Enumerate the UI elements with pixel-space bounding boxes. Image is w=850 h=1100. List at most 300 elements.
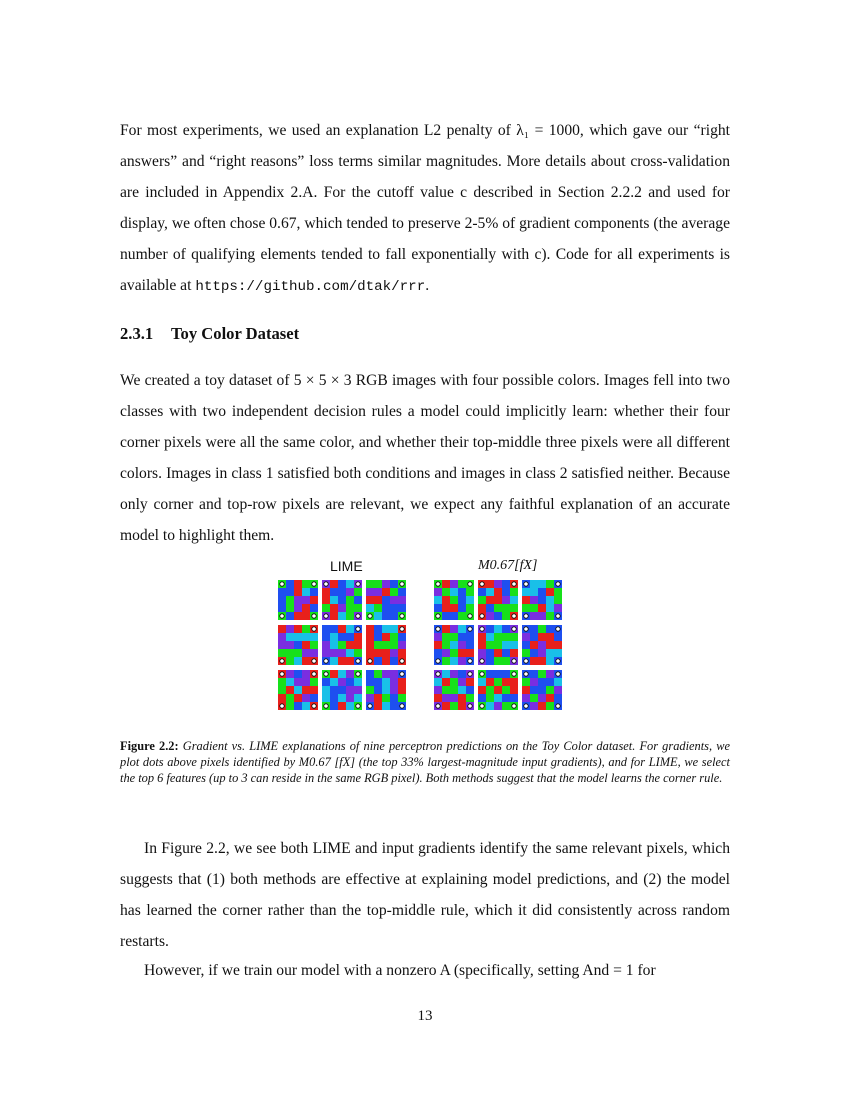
- pixel: [346, 596, 354, 604]
- pixel: [294, 702, 302, 710]
- pixel: [374, 702, 382, 710]
- toy-image: [278, 670, 318, 710]
- toy-image: [366, 625, 406, 665]
- pixel: [286, 670, 294, 678]
- pixel: [554, 604, 562, 612]
- pixel: [382, 588, 390, 596]
- pixel: [374, 625, 382, 633]
- pixel: [382, 580, 390, 588]
- pixel: [502, 670, 510, 678]
- pixel: [346, 580, 354, 588]
- pixel: [434, 633, 442, 641]
- pixel: [354, 596, 362, 604]
- relevance-dot: [324, 614, 328, 618]
- toy-image: [366, 580, 406, 620]
- pixel: [522, 641, 530, 649]
- pixel: [294, 657, 302, 665]
- toy-image: [278, 625, 318, 665]
- pixel: [398, 633, 406, 641]
- section-title: Toy Color Dataset: [171, 324, 300, 343]
- code-url[interactable]: https://github.com/dtak/rrr: [195, 279, 426, 295]
- pixel: [354, 641, 362, 649]
- pixel: [338, 580, 346, 588]
- relevance-dot: [436, 659, 440, 663]
- pixel: [458, 612, 466, 620]
- pixel: [366, 580, 374, 588]
- pixel: [278, 694, 286, 702]
- pixel: [502, 633, 510, 641]
- pixel: [434, 588, 442, 596]
- pixel: [330, 641, 338, 649]
- relevance-dot: [468, 672, 472, 676]
- pixel: [546, 612, 554, 620]
- pixel: [330, 633, 338, 641]
- pixel: [294, 670, 302, 678]
- pixel: [530, 649, 538, 657]
- pixel: [390, 678, 398, 686]
- pixel: [382, 702, 390, 710]
- relevance-dot: [280, 659, 284, 663]
- relevance-dot: [280, 704, 284, 708]
- pixel: [278, 625, 286, 633]
- relevance-dot: [400, 614, 404, 618]
- relevance-dot: [324, 582, 328, 586]
- pixel: [502, 580, 510, 588]
- relevance-dot: [524, 704, 528, 708]
- pixel: [354, 694, 362, 702]
- pixel: [546, 596, 554, 604]
- pixel: [546, 633, 554, 641]
- relevance-dot: [368, 659, 372, 663]
- gradient-panel-title: M0.67[fX]: [478, 558, 538, 573]
- pixel: [458, 604, 466, 612]
- pixel: [538, 694, 546, 702]
- pixel: [466, 596, 474, 604]
- pixel: [346, 649, 354, 657]
- pixel: [450, 649, 458, 657]
- pixel: [374, 657, 382, 665]
- paragraph-4: However, if we train our model with a nonzero A (specifically, setting And = 1 for: [144, 962, 656, 979]
- pixel: [346, 670, 354, 678]
- pixel: [338, 641, 346, 649]
- pixel: [546, 588, 554, 596]
- pixel: [382, 649, 390, 657]
- pixel: [486, 625, 494, 633]
- pixel: [486, 580, 494, 588]
- toy-image: [478, 670, 518, 710]
- pixel: [434, 604, 442, 612]
- pixel: [330, 625, 338, 633]
- relevance-dot: [368, 614, 372, 618]
- relevance-dot: [524, 627, 528, 631]
- pixel: [478, 694, 486, 702]
- pixel: [366, 694, 374, 702]
- pixel: [322, 633, 330, 641]
- pixel: [442, 588, 450, 596]
- pixel: [390, 694, 398, 702]
- pixel: [302, 641, 310, 649]
- pixel: [374, 604, 382, 612]
- pixel: [442, 625, 450, 633]
- pixel: [278, 633, 286, 641]
- pixel: [494, 641, 502, 649]
- pixel: [286, 657, 294, 665]
- relevance-dot: [436, 627, 440, 631]
- pixel: [366, 596, 374, 604]
- pixel: [374, 686, 382, 694]
- pixel: [366, 670, 374, 678]
- pixel: [434, 596, 442, 604]
- pixel: [346, 694, 354, 702]
- paragraph-2: We created a toy dataset of 5 × 5 × 3 RGB images with four possible colors. Images fell into two classes with two independent decision rules a model could implicitly learn: whether their four corner pixels were all the same color, and whether their top-middle three pixels were all different colors. Images in class 1 satisfied both conditions and images in class 2 satisfied neither. Because only corner and top-row pixels are relevant, we expect any faithful explanation of an accurate model to highlight them.: [120, 372, 730, 544]
- pixel: [322, 596, 330, 604]
- pixel: [294, 641, 302, 649]
- pixel: [278, 604, 286, 612]
- pixel: [554, 649, 562, 657]
- relevance-dot: [468, 614, 472, 618]
- pixel: [450, 686, 458, 694]
- pixel: [522, 604, 530, 612]
- pixel: [390, 686, 398, 694]
- pixel: [458, 702, 466, 710]
- pixel: [442, 604, 450, 612]
- pixel: [458, 625, 466, 633]
- pixel: [546, 686, 554, 694]
- relevance-dot: [400, 704, 404, 708]
- pixel: [494, 670, 502, 678]
- pixel: [398, 678, 406, 686]
- paragraph-1: [120, 115, 730, 303]
- toy-image: [322, 625, 362, 665]
- pixel: [382, 670, 390, 678]
- toy-image: [478, 580, 518, 620]
- relevance-dot: [512, 659, 516, 663]
- pixel: [494, 649, 502, 657]
- pixel: [530, 625, 538, 633]
- section-number: 2.3.1: [120, 324, 154, 343]
- relevance-dot: [480, 627, 484, 631]
- pixel: [354, 649, 362, 657]
- pixel: [530, 588, 538, 596]
- pixel: [278, 641, 286, 649]
- pixel: [302, 596, 310, 604]
- toy-image: [522, 580, 562, 620]
- pixel: [486, 702, 494, 710]
- pixel: [510, 686, 518, 694]
- pixel: [494, 657, 502, 665]
- relevance-dot: [312, 672, 316, 676]
- pixel: [286, 686, 294, 694]
- pixel: [522, 596, 530, 604]
- pixel: [286, 596, 294, 604]
- pixel: [294, 580, 302, 588]
- pixel: [494, 580, 502, 588]
- relevance-dot: [480, 659, 484, 663]
- relevance-dot: [280, 582, 284, 586]
- pixel: [346, 612, 354, 620]
- pixel: [322, 641, 330, 649]
- pixel: [338, 694, 346, 702]
- relevance-dot: [480, 672, 484, 676]
- pixel: [502, 641, 510, 649]
- pixel: [458, 588, 466, 596]
- pixel: [286, 604, 294, 612]
- pixel: [398, 604, 406, 612]
- pixel: [510, 604, 518, 612]
- caption-text: Gradient vs. LIME explanations of nine perceptron predictions on the Toy Color dataset. For gradients, we plot dots above pixels identified by M0.67 [fX] (the top 33% largest-magnitude input gradients), and for LIME, we select the top 6 features (up to 3 can reside in the same RGB pixel). Both methods suggest that the model learns the corner rule.: [120, 739, 730, 785]
- pixel: [554, 678, 562, 686]
- pixel: [494, 702, 502, 710]
- pixel: [338, 625, 346, 633]
- pixel: [450, 588, 458, 596]
- pixel: [530, 694, 538, 702]
- pixel: [546, 694, 554, 702]
- pixel: [538, 670, 546, 678]
- toy-image: [522, 670, 562, 710]
- relevance-dot: [324, 704, 328, 708]
- pixel: [530, 633, 538, 641]
- pixel: [294, 625, 302, 633]
- pixel: [366, 641, 374, 649]
- pixel: [374, 596, 382, 604]
- relevance-dot: [468, 627, 472, 631]
- pixel: [338, 612, 346, 620]
- pixel: [450, 702, 458, 710]
- pixel: [390, 702, 398, 710]
- pixel: [502, 588, 510, 596]
- pixel: [366, 625, 374, 633]
- pixel: [494, 633, 502, 641]
- pixel: [458, 633, 466, 641]
- pixel: [382, 612, 390, 620]
- pixel: [286, 702, 294, 710]
- pixel: [554, 588, 562, 596]
- toy-image: [434, 580, 474, 620]
- paragraph-1-end: .: [425, 277, 430, 294]
- pixel: [374, 649, 382, 657]
- relevance-dot: [512, 672, 516, 676]
- pixel: [390, 625, 398, 633]
- pixel: [450, 625, 458, 633]
- pixel: [522, 686, 530, 694]
- pixel: [346, 588, 354, 596]
- pixel: [486, 588, 494, 596]
- pixel: [466, 686, 474, 694]
- pixel: [450, 633, 458, 641]
- pixel: [322, 686, 330, 694]
- pixel: [286, 633, 294, 641]
- toy-image: [322, 670, 362, 710]
- pixel: [366, 588, 374, 596]
- pixel: [366, 633, 374, 641]
- pixel: [374, 670, 382, 678]
- pixel: [522, 633, 530, 641]
- pixel: [494, 678, 502, 686]
- pixel: [494, 588, 502, 596]
- pixel: [366, 649, 374, 657]
- pixel: [330, 580, 338, 588]
- pixel: [338, 596, 346, 604]
- pixel: [354, 588, 362, 596]
- section-heading: [120, 324, 299, 344]
- pixel: [398, 641, 406, 649]
- pixel: [486, 678, 494, 686]
- pixel: [346, 657, 354, 665]
- pixel: [442, 641, 450, 649]
- pixel: [530, 604, 538, 612]
- pixel: [310, 604, 318, 612]
- pixel: [286, 625, 294, 633]
- pixel: [310, 686, 318, 694]
- pixel: [458, 694, 466, 702]
- pixel: [302, 588, 310, 596]
- pixel: [294, 633, 302, 641]
- pixel: [302, 580, 310, 588]
- pixel: [538, 580, 546, 588]
- pixel: [478, 633, 486, 641]
- pixel: [310, 633, 318, 641]
- pixel: [330, 596, 338, 604]
- pixel: [502, 657, 510, 665]
- pixel: [466, 588, 474, 596]
- pixel: [346, 686, 354, 694]
- pixel: [458, 641, 466, 649]
- relevance-dot: [280, 614, 284, 618]
- toy-image: [478, 625, 518, 665]
- pixel: [382, 657, 390, 665]
- pixel: [530, 702, 538, 710]
- pixel: [478, 649, 486, 657]
- relevance-dot: [556, 659, 560, 663]
- pixel: [530, 580, 538, 588]
- pixel: [286, 580, 294, 588]
- pixel: [390, 612, 398, 620]
- pixel: [546, 649, 554, 657]
- pixel: [346, 678, 354, 686]
- pixel: [538, 702, 546, 710]
- pixel: [338, 678, 346, 686]
- pixel: [538, 678, 546, 686]
- pixel: [286, 588, 294, 596]
- pixel: [538, 588, 546, 596]
- pixel: [382, 678, 390, 686]
- relevance-dot: [556, 672, 560, 676]
- pixel: [442, 686, 450, 694]
- pixel: [434, 641, 442, 649]
- pixel: [286, 678, 294, 686]
- pixel: [442, 657, 450, 665]
- pixel: [554, 641, 562, 649]
- pixel: [538, 649, 546, 657]
- pixel: [510, 596, 518, 604]
- relevance-dot: [324, 659, 328, 663]
- pixel: [374, 588, 382, 596]
- pixel: [486, 612, 494, 620]
- pixel: [286, 641, 294, 649]
- pixel: [442, 612, 450, 620]
- pixel: [330, 649, 338, 657]
- pixel: [434, 694, 442, 702]
- pixel: [442, 596, 450, 604]
- pixel: [382, 686, 390, 694]
- pixel: [442, 702, 450, 710]
- pixel: [366, 686, 374, 694]
- pixel: [302, 670, 310, 678]
- pixel: [502, 694, 510, 702]
- pixel: [398, 694, 406, 702]
- relevance-dot: [468, 582, 472, 586]
- pixel: [554, 694, 562, 702]
- pixel: [382, 596, 390, 604]
- pixel: [310, 649, 318, 657]
- pixel: [278, 596, 286, 604]
- pixel: [330, 694, 338, 702]
- pixel: [310, 678, 318, 686]
- relevance-dot: [356, 659, 360, 663]
- pixel: [522, 694, 530, 702]
- relevance-dot: [480, 614, 484, 618]
- pixel: [278, 588, 286, 596]
- pixel: [530, 657, 538, 665]
- pixel: [390, 580, 398, 588]
- relevance-dot: [436, 672, 440, 676]
- pixel: [494, 686, 502, 694]
- pixel: [338, 702, 346, 710]
- relevance-dot: [512, 704, 516, 708]
- relevance-dot: [468, 659, 472, 663]
- relevance-dot: [524, 582, 528, 586]
- pixel: [502, 686, 510, 694]
- relevance-dot: [312, 582, 316, 586]
- pixel: [450, 670, 458, 678]
- paragraph-1-text: For most experiments, we used an explanation L2 penalty of λ₁ = 1000, which gave our “right answers” and “right reasons” loss terms similar magnitudes. More details about cross-validation are included in Appendix 2.A. For the cutoff value c described in Section 2.2.2 and used for display, we often chose 0.67, which tended to preserve 2-5% of gradient components (the average number of qualifying elements tended to fall exponentially with c). Code for all experiments is available at: [120, 122, 730, 294]
- pixel: [302, 694, 310, 702]
- pixel: [486, 596, 494, 604]
- pixel: [502, 596, 510, 604]
- pixel: [374, 633, 382, 641]
- pixel: [450, 694, 458, 702]
- pixel: [502, 649, 510, 657]
- relevance-dot: [480, 704, 484, 708]
- relevance-dot: [312, 614, 316, 618]
- pixel: [278, 649, 286, 657]
- pixel: [330, 604, 338, 612]
- pixel: [466, 649, 474, 657]
- pixel: [450, 641, 458, 649]
- pixel: [294, 588, 302, 596]
- relevance-dot: [468, 704, 472, 708]
- pixel: [354, 604, 362, 612]
- pixel: [538, 604, 546, 612]
- pixel: [338, 633, 346, 641]
- pixel: [494, 596, 502, 604]
- pixel: [294, 694, 302, 702]
- page-number: 13: [417, 1008, 433, 1024]
- pixel: [530, 596, 538, 604]
- pixel: [338, 657, 346, 665]
- pixel: [382, 604, 390, 612]
- relevance-dot: [356, 704, 360, 708]
- pixel: [354, 633, 362, 641]
- relevance-dot: [356, 672, 360, 676]
- pixel: [486, 604, 494, 612]
- pixel: [546, 625, 554, 633]
- pixel: [478, 686, 486, 694]
- caption-label: Figure 2.2:: [120, 739, 179, 753]
- pixel: [530, 670, 538, 678]
- pixel: [442, 670, 450, 678]
- pixel: [486, 686, 494, 694]
